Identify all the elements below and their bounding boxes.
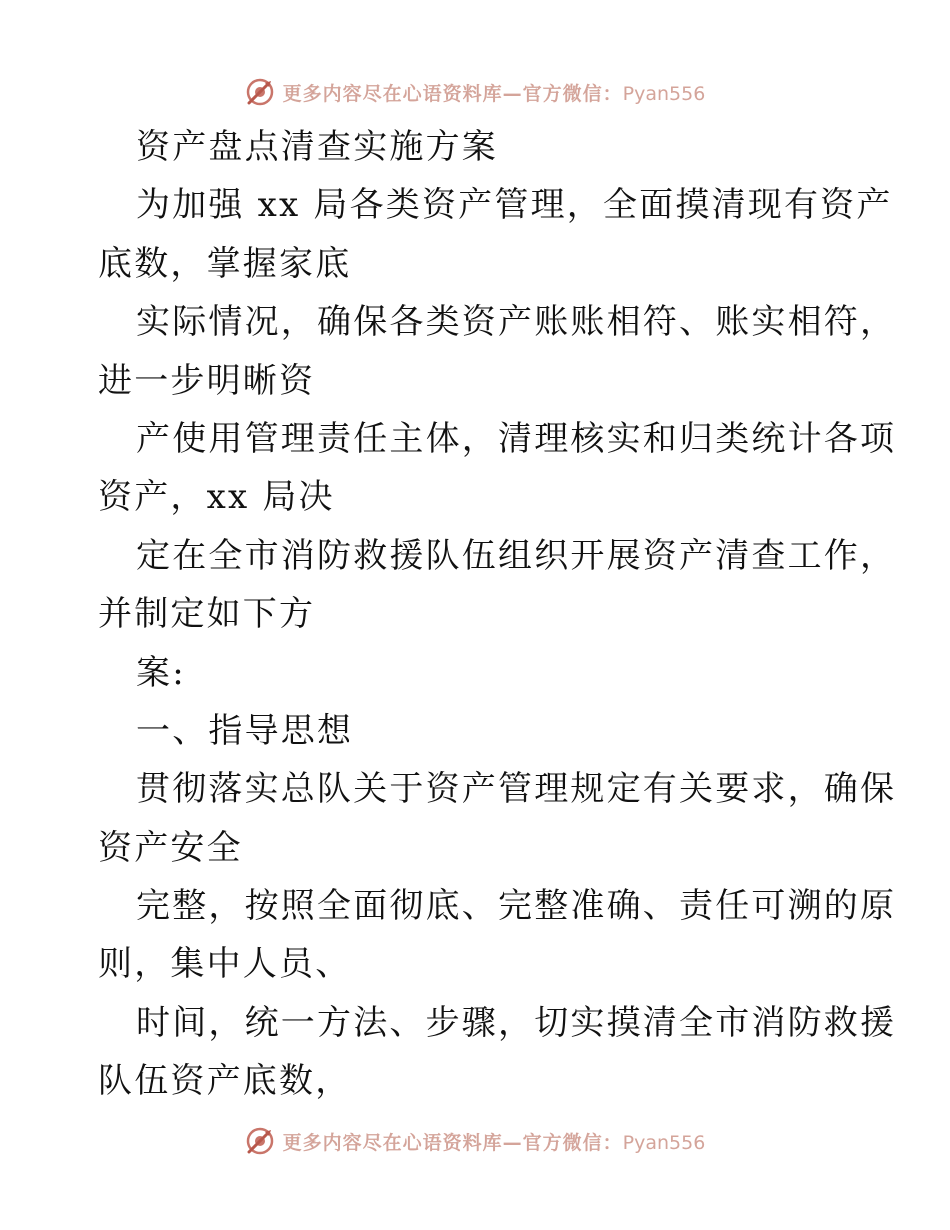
- watermark-logo-icon: [245, 77, 275, 107]
- paragraph-line: 产使用管理责任主体，清理核实和归类统计各项: [136, 418, 897, 459]
- paragraph-line: 资产安全: [98, 827, 243, 868]
- watermark-text-id: Pyan556: [622, 82, 706, 105]
- watermark-text: [283, 79, 706, 106]
- section-heading: 一、指导思想: [136, 710, 354, 751]
- paragraph-line: 进一步明晰资: [98, 360, 316, 401]
- watermark-text-id: Pyan556: [622, 1131, 706, 1154]
- paragraph-line: 时间，统一方法、步骤，切实摸清全市消防救援: [136, 1002, 897, 1043]
- paragraph-line: 完整，按照全面彻底、完整准确、责任可溯的原: [136, 886, 897, 927]
- paragraph-line: 为加强 xx 局各类资产管理，全面摸清现有资产: [136, 185, 893, 226]
- watermark-logo-icon: [245, 1126, 275, 1156]
- paragraph-line: 底数，掌握家底: [98, 243, 352, 284]
- paragraph-line: 并制定如下方: [98, 594, 316, 635]
- paragraph-line: 则，集中人员、: [98, 944, 352, 985]
- paragraph-line: 贯彻落实总队关于资产管理规定有关要求，确保: [136, 769, 897, 810]
- watermark-text-cn: 更多内容尽在心语资料库—官方微信：: [282, 1131, 623, 1154]
- footer-watermark: [0, 1121, 950, 1161]
- header-watermark: [0, 72, 950, 112]
- document-body: [98, 118, 897, 1111]
- watermark-text: [283, 1128, 706, 1155]
- paragraph-line: 队伍资产底数，: [98, 1061, 352, 1102]
- watermark-text-cn: 更多内容尽在心语资料库—官方微信：: [282, 82, 623, 105]
- paragraph-line: 案:: [136, 652, 186, 693]
- paragraph-line: 实际情况，确保各类资产账账相符、账实相符，: [136, 302, 897, 343]
- document-title: 资产盘点清查实施方案: [136, 127, 498, 167]
- paragraph-line: 资产，xx 局决: [98, 477, 335, 518]
- paragraph-line: 定在全市消防救援队伍组织开展资产清查工作，: [136, 535, 897, 576]
